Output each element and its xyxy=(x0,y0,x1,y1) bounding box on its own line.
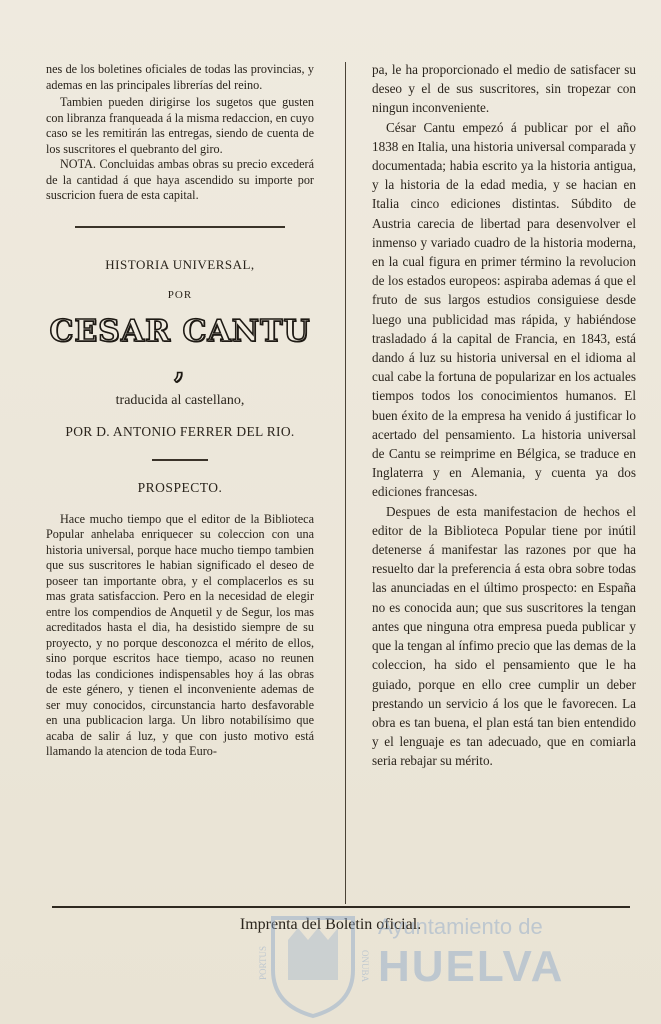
right-column xyxy=(372,60,636,771)
right-paragraph-3: Despues de esta manifestacion de hechos el editor de la Biblioteca Popular tiene por inútil detenerse á manifestar las razones por que ha resuelto dar la preferencia á esta obra sobre todas las anunciadas en el último prospecto: en España no es conocida aun; que sus suscritores la tengan antes que ninguna otra empresa pueda publicar y que la tengan al ínfimo precio que las demas de la coleccion, ha sido el pensamiento que le ha guiado, porque en ello cree cumplir un deber prestando un servicio á los que le favorecen. La obra es tan buena, el plan está tan bien entendido y el lenguaje es tan adecuado, que en comiarla seria rebajar su mérito. xyxy=(372,503,636,769)
intro-paragraph: nes de los boletines oficiales de todas las provincias, y ademas en las principales librerías del reino. xyxy=(46,62,314,92)
title-divider xyxy=(152,459,208,461)
footer-rule xyxy=(52,906,630,908)
title-por: POR xyxy=(167,288,193,301)
watermark-line1: Ayuntamiento de xyxy=(378,914,543,939)
title-block xyxy=(46,256,314,498)
title-traducida: traducida al castellano, xyxy=(115,393,245,409)
title-translator: POR D. ANTONIO FERRER DEL RIO. xyxy=(65,423,295,439)
left-column xyxy=(46,62,314,760)
imprenta-footer: Imprenta del Boletin oficial. xyxy=(239,916,422,933)
prospecto-heading: PROSPECTO. xyxy=(137,480,223,496)
seal-left-text: PORTUS xyxy=(258,946,268,980)
section-divider xyxy=(75,226,285,228)
tambien-paragraph: Tambien pueden dirigirse los sugetos que gusten con libranza franqueada á la misma redaccion, en cuyo caso se les remitirán las entregas, siendo de cuenta de los suscritores el quebranto del giro. xyxy=(46,95,314,156)
seal-right-text: ONUBA xyxy=(360,950,370,983)
title-historia: HISTORIA UNIVERSAL, xyxy=(105,256,255,272)
column-divider xyxy=(345,62,346,904)
title-author: CESAR CANTU , xyxy=(49,314,311,386)
nota-paragraph: NOTA. Concluidas ambas obras su precio excederá de la cantidad á que haya ascendido su importe por suscricion fuera de esta capital. xyxy=(46,157,314,202)
prospecto-paragraph: Hace mucho tiempo que el editor de la Biblioteca Popular anhelaba enriquecer su coleccion con una historia universal, porque hace mucho tiempo tambien que sus suscritores le habian significado el deseo de poseer tan importante obra, y el complacerlos es su mas grata satisfaccion. Pero en la necesidad de elegir entre los compendios de Anquetil y de Segur, los mas acreditados hasta el dia, ha desistido siempre de su proyecto, y no porque desconozca el mérito de ellos, sino porque escritos hace tiempo, acaso no reunen todas las condiciones indispensables hoy á las obras de este género, y tienen el inconveniente ademas de ser muy conocidos, circunstancia harto desfavorable en una publicacion larga. Un libro notabilísimo que acaba de salir á luz, y que con justo motivo está llamando la atencion de toda Euro- xyxy=(46,511,314,759)
watermark-line2: HUELVA xyxy=(378,942,565,991)
right-paragraph-1: pa, le ha proporcionado el medio de satisfacer su deseo y el de sus suscritores, sin tropezar con ningun inconveniente. xyxy=(372,62,636,116)
right-paragraph-2: César Cantu empezó á publicar por el año 1838 en Italia, una historia universal comparada y documentada; habia escrito ya la historia antigua, y la historia de la edad media, y se hacian en Italia cinco ediciones distintas. Súbdito de Austria carecia de libertad para desenvolver el inmenso y variado cuadro de la historia moderna, en la cual figura en primer término la revolucion de los estados europeos: aspiraba ademas á que el fruto de sus largos estudios consiguiese desde luego una publicidad mas rápida, y habiéndose trasladado á la capital de Francia, en 1843, está dando á luz su historia universal en el idioma al cual cabe la fortuna de popularizar en los actuales tiempos todos los conocimientos humanos. El buen éxito de la empresa ha venido á justificar lo acertado del pensamiento. La historia universal de Cantu se reimprime en Bélgica, se traduce en Inglaterra y en Alemania, y cuenta ya dos ediciones francesas. xyxy=(372,119,636,500)
